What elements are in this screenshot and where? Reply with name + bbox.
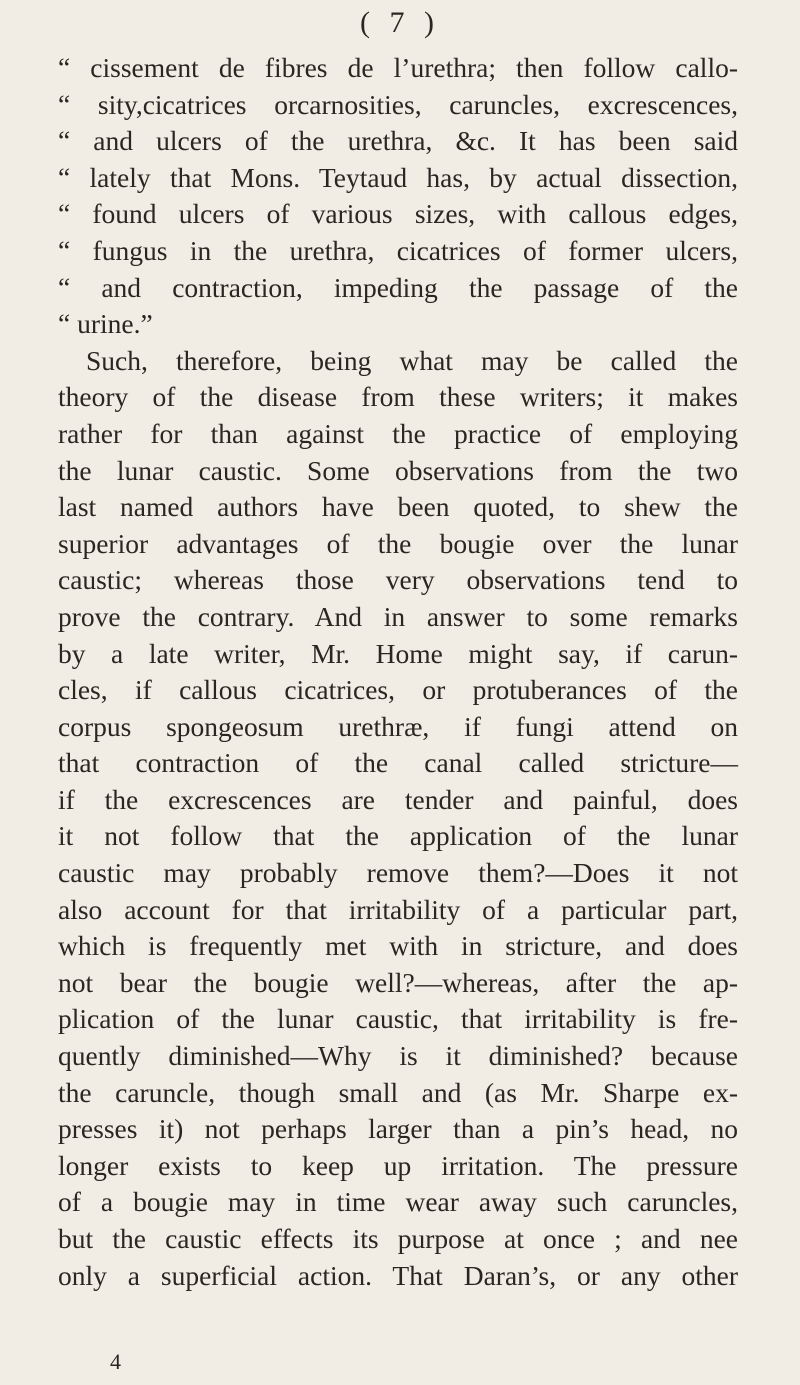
text-line: “ cissement de fibres de l’urethra; then follow callo- — [58, 52, 738, 83]
text-line: superior advantages of the bougie over the lunar — [58, 527, 738, 559]
text-line: quently diminished—Why is it diminished? because — [58, 1040, 738, 1072]
text-line: last named authors have been quoted, to shew the — [58, 491, 738, 523]
text-line: theory of the disease from these writers; it makes — [58, 381, 738, 413]
text-line: by a late writer, Mr. Home might say, if carun- — [58, 637, 738, 669]
text-line: cles, if callous cicatrices, or protuberances of the — [58, 674, 738, 706]
text-line: the lunar caustic. Some observations from the two — [58, 454, 738, 486]
text-line: that contraction of the canal called stricture— — [58, 747, 738, 779]
text-line: but the caustic effects its purpose at once ; and nee — [58, 1223, 738, 1254]
text-line: also account for that irritability of a particular part, — [58, 893, 738, 925]
text-line: “ found ulcers of various sizes, with callous edges, — [58, 198, 738, 230]
text-line: “ and contraction, impeding the passage of the — [58, 271, 738, 303]
body-text — [58, 50, 738, 1294]
text-line: only a superficial action. That Daran’s, or any other — [58, 1259, 738, 1291]
text-line: of a bougie may in time wear away such caruncles, — [58, 1186, 738, 1218]
text-line: the caruncle, though small and (as Mr. Sharpe ex- — [58, 1076, 738, 1108]
text-line: “ sity,cicatrices orcarnosities, caruncles, excrescences, — [58, 88, 738, 120]
text-line: rather for than against the practice of employing — [58, 417, 738, 449]
text-line: not bear the bougie well?—whereas, after the ap- — [58, 966, 738, 998]
text-line: “ urine.” — [58, 308, 153, 340]
signature-mark: 4 — [110, 1349, 121, 1374]
text-line: caustic; whereas those very observations tend to — [58, 564, 738, 596]
text-line: Such, therefore, being what may be called the — [86, 344, 738, 376]
text-line: “ fungus in the urethra, cicatrices of former ulcers, — [58, 234, 738, 266]
text-line: plication of the lunar caustic, that irritability is fre- — [58, 1003, 738, 1035]
text-line: corpus spongeosum urethræ, if fungi attend on — [58, 710, 738, 742]
text-line: caustic may probably remove them?—Does it not — [58, 857, 738, 889]
text-line: it not follow that the application of the lunar — [58, 820, 738, 852]
text-line: if the excrescences are tender and painful, does — [58, 783, 738, 815]
page-number: ( 7 ) — [360, 6, 440, 39]
text-line: presses it) not perhaps larger than a pin’s head, no — [58, 1113, 738, 1145]
text-line: “ and ulcers of the urethra, &c. It has been said — [58, 125, 738, 157]
text-line: longer exists to keep up irritation. The pressure — [58, 1149, 738, 1181]
text-line: which is frequently met with in stricture, and does — [58, 930, 738, 962]
text-line: prove the contrary. And in answer to some remarks — [58, 600, 738, 632]
text-line: “ lately that Mons. Teytaud has, by actual dissection, — [58, 161, 738, 193]
